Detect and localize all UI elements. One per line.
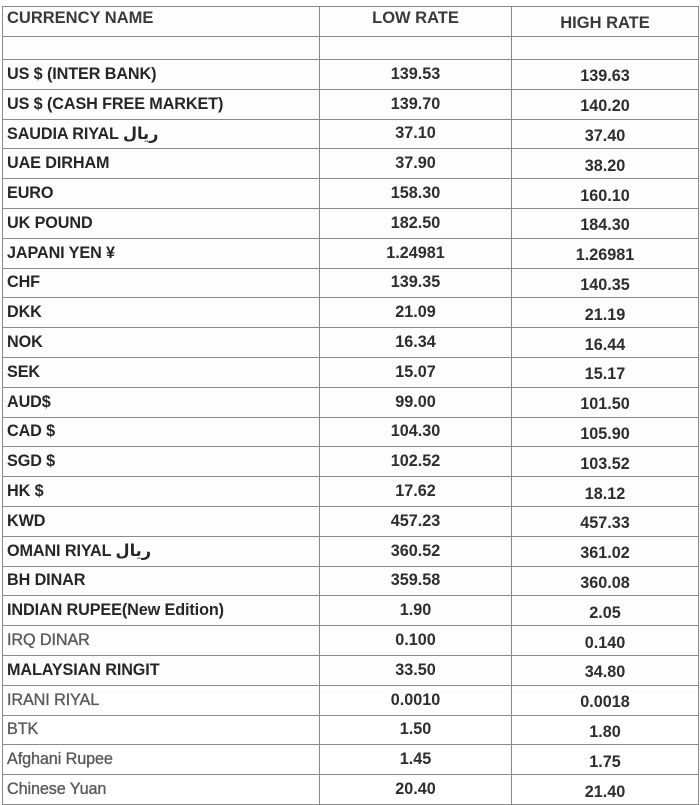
currency-name-cell: SAUDIA RIYAL ریال xyxy=(3,119,320,149)
currency-name-cell: SGD $ xyxy=(3,447,320,477)
high-rate-cell: 0.140 xyxy=(512,626,699,656)
blank-cell xyxy=(3,37,320,60)
high-rate-cell: 360.08 xyxy=(512,566,699,596)
low-rate-cell: 21.09 xyxy=(320,298,512,328)
low-rate-cell: 359.58 xyxy=(320,566,512,596)
low-rate-cell: 139.70 xyxy=(320,89,512,119)
currency-name-cell: AUD$ xyxy=(3,387,320,417)
low-rate-cell: 99.00 xyxy=(320,387,512,417)
currency-name-cell: US $ (CASH FREE MARKET) xyxy=(3,89,320,119)
high-rate-cell: 140.35 xyxy=(512,268,699,298)
currency-name-cell: NOK xyxy=(3,328,320,358)
currency-name-cell: SEK xyxy=(3,357,320,387)
header-low-rate: LOW RATE xyxy=(320,7,512,37)
header-high-rate: HIGH RATE xyxy=(512,7,699,37)
rate-sheet xyxy=(2,6,698,801)
table-row xyxy=(3,60,699,90)
table-row xyxy=(3,506,699,536)
currency-name-cell: JAPANI YEN ¥ xyxy=(3,238,320,268)
high-rate-cell: 21.40 xyxy=(512,775,699,805)
table-row xyxy=(3,357,699,387)
high-rate-cell: 105.90 xyxy=(512,417,699,447)
low-rate-cell: 37.90 xyxy=(320,149,512,179)
table-row xyxy=(3,238,699,268)
table-row xyxy=(3,745,699,775)
table-row xyxy=(3,536,699,566)
low-rate-cell: 0.0010 xyxy=(320,685,512,715)
table-row xyxy=(3,298,699,328)
blank-cell xyxy=(320,37,512,60)
currency-name-cell: US $ (INTER BANK) xyxy=(3,60,320,90)
table-row xyxy=(3,566,699,596)
table-row xyxy=(3,328,699,358)
table-row xyxy=(3,715,699,745)
currency-name-cell: DKK xyxy=(3,298,320,328)
header-currency-name: CURRENCY NAME xyxy=(3,7,320,37)
currency-name-cell: OMANI RIYAL ریال xyxy=(3,536,320,566)
high-rate-cell: 1.80 xyxy=(512,715,699,745)
high-rate-cell: 457.33 xyxy=(512,506,699,536)
table-row xyxy=(3,179,699,209)
high-rate-cell: 2.05 xyxy=(512,596,699,626)
currency-name-cell: BH DINAR xyxy=(3,566,320,596)
high-rate-cell: 184.30 xyxy=(512,208,699,238)
low-rate-cell: 139.35 xyxy=(320,268,512,298)
high-rate-cell: 361.02 xyxy=(512,536,699,566)
low-rate-cell: 1.90 xyxy=(320,596,512,626)
low-rate-cell: 17.62 xyxy=(320,477,512,507)
low-rate-cell: 16.34 xyxy=(320,328,512,358)
currency-name-cell: CHF xyxy=(3,268,320,298)
low-rate-cell: 457.23 xyxy=(320,506,512,536)
currency-name-cell: EURO xyxy=(3,179,320,209)
currency-name-cell: IRANI RIYAL xyxy=(3,685,320,715)
currency-name-cell: IRQ DINAR xyxy=(3,626,320,656)
low-rate-cell: 182.50 xyxy=(320,208,512,238)
currency-name-cell: HK $ xyxy=(3,477,320,507)
high-rate-cell: 140.20 xyxy=(512,89,699,119)
table-row xyxy=(3,775,699,805)
currency-name-cell: MALAYSIAN RINGIT xyxy=(3,655,320,685)
low-rate-cell: 20.40 xyxy=(320,775,512,805)
currency-name-cell: INDIAN RUPEE(New Edition) xyxy=(3,596,320,626)
table-row xyxy=(3,268,699,298)
header-row xyxy=(3,7,699,37)
currency-rate-table xyxy=(2,6,699,805)
low-rate-cell: 15.07 xyxy=(320,357,512,387)
high-rate-cell: 18.12 xyxy=(512,477,699,507)
low-rate-cell: 37.10 xyxy=(320,119,512,149)
table-row xyxy=(3,149,699,179)
table-row xyxy=(3,387,699,417)
currency-name-cell: Chinese Yuan xyxy=(3,775,320,805)
currency-name-cell: Afghani Rupee xyxy=(3,745,320,775)
currency-name-cell: UK POUND xyxy=(3,208,320,238)
table-row xyxy=(3,89,699,119)
low-rate-cell: 102.52 xyxy=(320,447,512,477)
low-rate-cell: 33.50 xyxy=(320,655,512,685)
table-row xyxy=(3,208,699,238)
low-rate-cell: 360.52 xyxy=(320,536,512,566)
low-rate-cell: 1.50 xyxy=(320,715,512,745)
table-row xyxy=(3,596,699,626)
table-row xyxy=(3,447,699,477)
currency-name-cell: BTK xyxy=(3,715,320,745)
currency-name-cell: CAD $ xyxy=(3,417,320,447)
low-rate-cell: 1.45 xyxy=(320,745,512,775)
high-rate-cell: 1.75 xyxy=(512,745,699,775)
table-row xyxy=(3,685,699,715)
low-rate-cell: 139.53 xyxy=(320,60,512,90)
high-rate-cell: 21.19 xyxy=(512,298,699,328)
low-rate-cell: 158.30 xyxy=(320,179,512,209)
high-rate-cell: 0.0018 xyxy=(512,685,699,715)
high-rate-cell: 15.17 xyxy=(512,357,699,387)
high-rate-cell: 139.63 xyxy=(512,60,699,90)
low-rate-cell: 104.30 xyxy=(320,417,512,447)
table-row xyxy=(3,626,699,656)
high-rate-cell: 34.80 xyxy=(512,655,699,685)
table-row xyxy=(3,655,699,685)
table-row xyxy=(3,119,699,149)
blank-row xyxy=(3,37,699,60)
high-rate-cell: 160.10 xyxy=(512,179,699,209)
high-rate-cell: 1.26981 xyxy=(512,238,699,268)
high-rate-cell: 103.52 xyxy=(512,447,699,477)
high-rate-cell: 16.44 xyxy=(512,328,699,358)
table-row xyxy=(3,477,699,507)
high-rate-cell: 101.50 xyxy=(512,387,699,417)
currency-name-cell: KWD xyxy=(3,506,320,536)
low-rate-cell: 1.24981 xyxy=(320,238,512,268)
high-rate-cell: 38.20 xyxy=(512,149,699,179)
currency-name-cell: UAE DIRHAM xyxy=(3,149,320,179)
low-rate-cell: 0.100 xyxy=(320,626,512,656)
blank-cell xyxy=(512,37,699,60)
table-row xyxy=(3,417,699,447)
high-rate-cell: 37.40 xyxy=(512,119,699,149)
